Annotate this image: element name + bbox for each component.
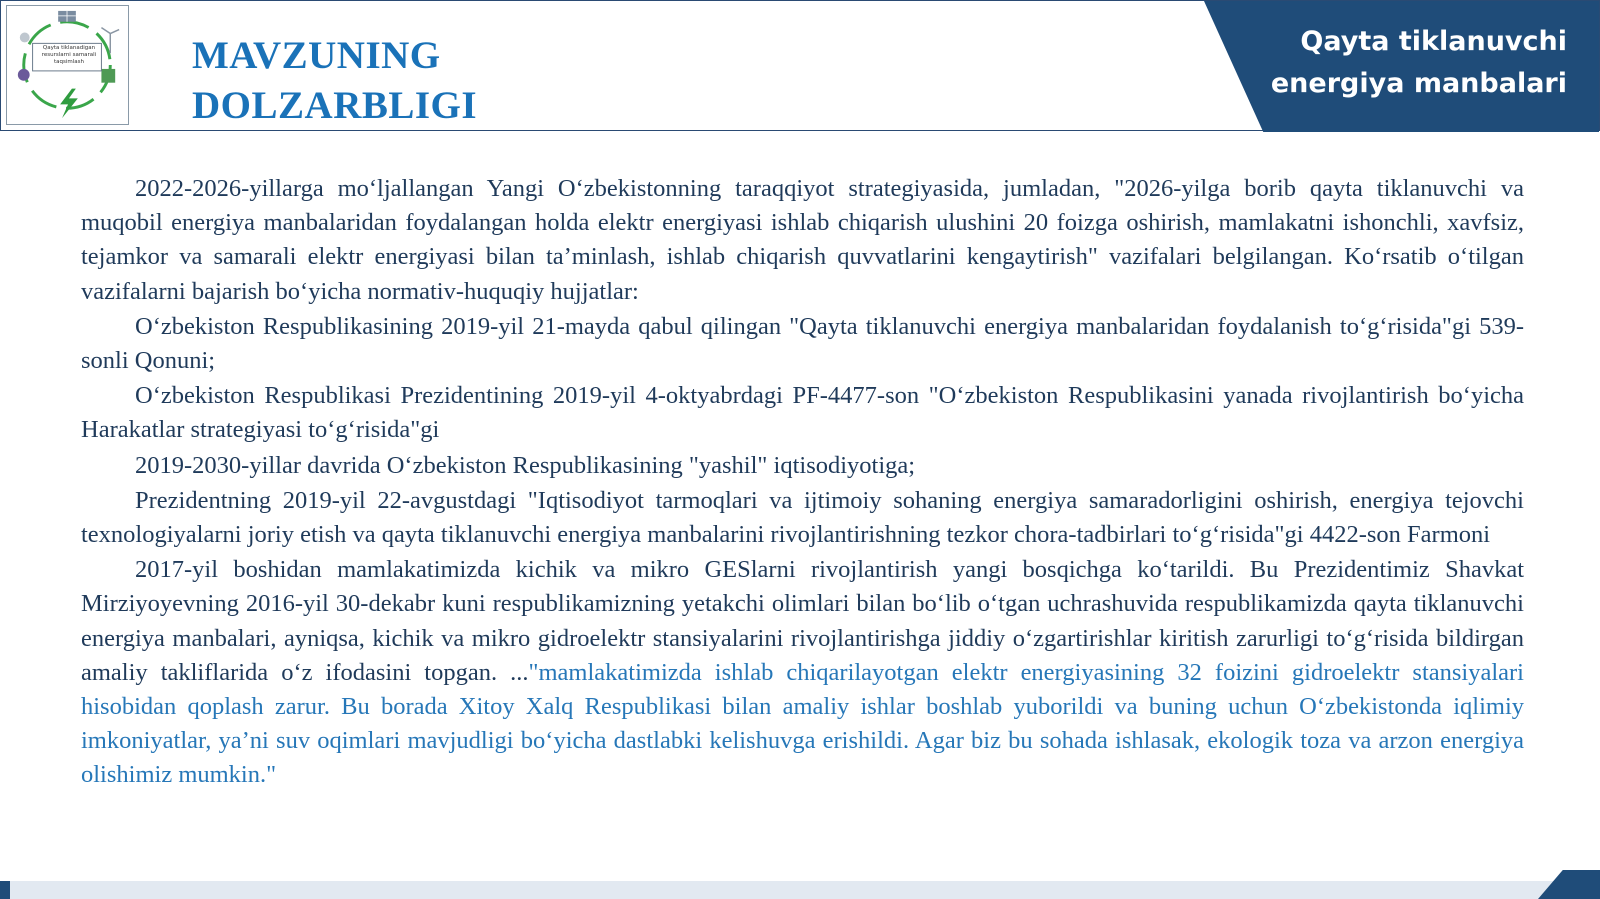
logo [6,5,129,125]
logo-caption: Qayta tiklanadigan resurslarni samarali taqsimlash [41,45,97,65]
paragraph-green-economy: 2019-2030-yillar davrida O‘zbekiston Respublikasining "yashil" iqtisodiyotiga; [135,451,916,479]
page-title-line-1: MAVZUNING [192,34,441,77]
footer-bar [0,881,1600,899]
topic-banner-line-2: energiya manbalari [1270,68,1567,99]
page-title-line-2: DOLZARBLIGI [192,84,478,127]
president-quote: "mamlakatimizda ishlab chiqarilayotgan elektr energiyasining 32 foizini gidroelektr stansiyalari hisobidan qoplash zarur. Bu borada Xitoy Xalq Respublikasi bilan amaliy ishlar boshlab yuborildi va buning uchun O‘zbekistonda iqlimiy imkoniyatlar, ya’ni suv oqimlari mavjudligi bo‘yicha dastlabki kelishuvga erishildi. Agar biz bu sohada ishlasak, ekologik toza va arzon energiya olishimiz mumkin." [81,658,1524,789]
topic-banner-text [1237,21,1567,105]
paragraph-hydro-text: 2017-yil boshidan mamlakatimizda kichik va mikro GESlarni rivojlantirish yangi bosqichga ko‘tarildi. Bu Prezidentimiz Shavkat Mirziyoyevning 2016-yil 30-dekabr kuni respublikamizning yetakchi olimlari bilan bo‘lib o‘tgan uchrashuvida respublikamizda qayta tiklanuvchi energiya manbalari, ayniqsa, kichik va mikro gidroelektr stansiyalarini rivojlantirishga jiddiy o‘zgartirishlar kiritish zarurligi to‘g‘risida bildirgan amaliy takliflarida o‘z ifodasini topgan. ... [81,556,1524,686]
paragraph-decree-pf4477: O‘zbekiston Respublikasi Prezidentining 2019-yil 4-oktyabrdagi PF-4477-son "O‘zbekiston Respublikasini yanada rivojlantirish bo‘yicha Harakatlar strategiyasi to‘g‘risida"gi [81,382,1524,444]
paragraph-strategy: 2022-2026-yillarga mo‘ljallangan Yangi O‘zbekistonning taraqqiyot strategiyasida, jumladan, "2026-yilga borib qayta tiklanuvchi va muqobil energiya manbalaridan foydalangan holda elektr energiyasi ishlab chiqarish ulushini 20 foizga oshirish, mamlakatni ishonchli, xavfsiz, tejamkor va samarali elektr energiyasi bilan ta’minlash, ishlab chiqarish quvvatlarini kengaytirish" vazifalari belgilangan. Ko‘rsatib o‘tilgan vazifalarni bajarish bo‘yicha normativ-huquqiy hujjatlar: [81,175,1524,305]
paragraph-decree-4422: Prezidentning 2019-yil 22-avgustdagi "Iqtisodiyot tarmoqlari va ijtimoiy sohaning energiya samaradorligini oshirish, energiya tejovchi texnologiyalarni joriy etish va qayta tiklanuvchi energiya manbalarini rivojlantirishning tezkor chora-tadbirlari to‘g‘risida"gi 4422-son Farmoni [81,486,1524,549]
paragraph-hydro-development [81,553,1524,792]
page-title [192,31,477,131]
slide-body [81,172,1524,794]
topic-banner-line-1: Qayta tiklanuvchi [1300,26,1567,57]
paragraph-law-539: O‘zbekiston Respublikasining 2019-yil 21-mayda qabul qilingan "Qayta tiklanuvchi energiya manbalaridan foydalanish to‘g‘risida"gi 539-sonli Qonuni; [81,312,1524,375]
footer-left-accent [0,881,10,899]
slide-header [0,0,1600,131]
